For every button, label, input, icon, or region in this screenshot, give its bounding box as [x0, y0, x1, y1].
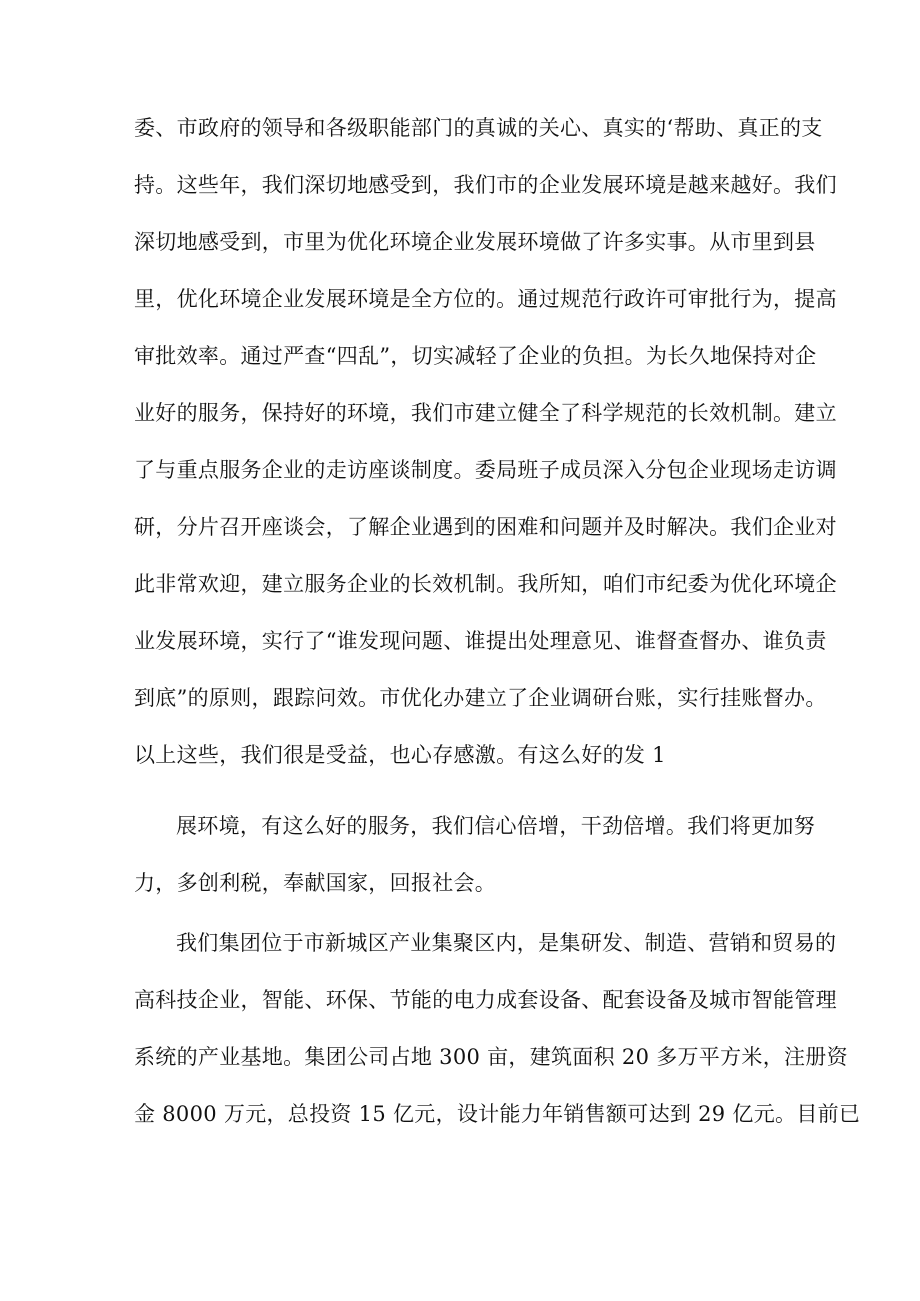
paragraph-line: 委、市政府的领导和各级职能部门的真诚的关心、真实的‘帮助、真正的支	[134, 116, 823, 140]
paragraph-line: 持。这些年，我们深切地感受到，我们市的企业发展环境是越来越好。我们	[134, 173, 837, 197]
paragraph-line: 研，分片召开座谈会，了解企业遇到的困难和问题并及时解决。我们企业对	[134, 515, 837, 539]
paragraph-line: 深切地感受到，市里为优化环境企业发展环境做了许多实事。从市里到县	[134, 230, 816, 254]
paragraph-line: 到底”的原则，跟踪问效。市优化办建立了企业调研台账，实行挂账督办。	[134, 686, 827, 710]
paragraph-line: 此非常欢迎，建立服务企业的长效机制。我所知，咱们市纪委为优化环境企	[134, 572, 837, 596]
paragraph-line: 以上这些，我们很是受益，也心存感激。有这么好的发 1	[134, 743, 666, 767]
paragraph-line: 审批效率。通过严查“四乱”，切实减轻了企业的负担。为长久地保持对企	[134, 344, 817, 368]
paragraph-line: 力，多创利税，奉献国家，回报社会。	[134, 871, 497, 895]
paragraph-line: 高科技企业，智能、环保、节能的电力成套设备、配套设备及城市智能管理	[134, 988, 837, 1012]
paragraph-line: 业发展环境，实行了“谁发现问题、谁提出处理意见、谁督查督办、谁负责	[134, 629, 827, 653]
paragraph-line: 金 8000 万元，总投资 15 亿元，设计能力年销售额可达到 29 亿元。目前已	[134, 1102, 861, 1126]
paragraph-line: 系统的产业基地。集团公司占地 300 亩，建筑面积 20 多万平方米，注册资	[134, 1045, 848, 1069]
paragraph-line: 了与重点服务企业的走访座谈制度。委局班子成员深入分包企业现场走访调	[134, 458, 837, 482]
paragraph-line: 展环境，有这么好的服务，我们信心倍增，干劲倍增。我们将更加努	[176, 814, 815, 838]
paragraph-line: 业好的服务，保持好的环境，我们市建立健全了科学规范的长效机制。建立	[134, 401, 837, 425]
paragraph-line: 我们集团位于市新城区产业集聚区内，是集研发、制造、营销和贸易的	[176, 931, 837, 955]
paragraph-line: 里，优化环境企业发展环境是全方位的。通过规范行政许可审批行为，提高	[134, 287, 837, 311]
